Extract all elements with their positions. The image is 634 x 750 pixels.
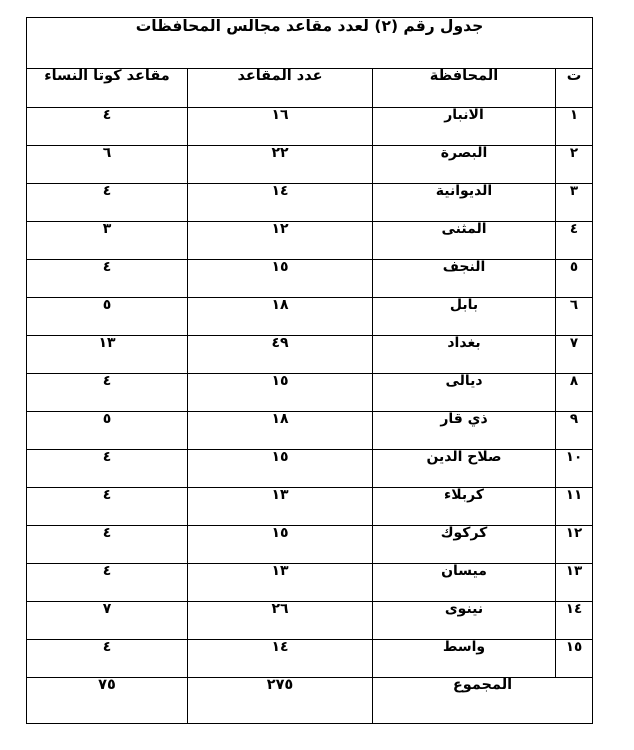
cell-women-quota: ٥ xyxy=(26,412,187,450)
table-row xyxy=(26,260,592,298)
cell-seats: ١٢ xyxy=(188,222,373,260)
cell-women-quota: ٤ xyxy=(26,108,187,146)
table-row xyxy=(26,146,592,184)
cell-index: ٥ xyxy=(556,260,593,298)
cell-governorate: بابل xyxy=(373,298,556,336)
table-row xyxy=(26,184,592,222)
cell-seats: ١٦ xyxy=(188,108,373,146)
cell-governorate: ذي قار xyxy=(373,412,556,450)
cell-index: ٤ xyxy=(556,222,593,260)
table-row xyxy=(26,602,592,640)
table-row xyxy=(26,488,592,526)
cell-index: ٩ xyxy=(556,412,593,450)
table-row xyxy=(26,450,592,488)
cell-seats: ١٣ xyxy=(188,564,373,602)
table-row xyxy=(26,374,592,412)
cell-seats: ١٨ xyxy=(188,412,373,450)
cell-seats: ٢٢ xyxy=(188,146,373,184)
cell-women-quota: ٦ xyxy=(26,146,187,184)
cell-governorate: المثنى xyxy=(373,222,556,260)
cell-governorate: بغداد xyxy=(373,336,556,374)
table-title-row xyxy=(26,18,592,69)
cell-governorate: كربلاء xyxy=(373,488,556,526)
cell-index: ٣ xyxy=(556,184,593,222)
cell-index: ١٠ xyxy=(556,450,593,488)
header-governorate: المحافظة xyxy=(373,69,556,108)
cell-women-quota: ٣ xyxy=(26,222,187,260)
table-row xyxy=(26,298,592,336)
table-row xyxy=(26,640,592,678)
cell-index: ١٥ xyxy=(556,640,593,678)
cell-seats: ١٥ xyxy=(188,526,373,564)
provincial-council-seats-table xyxy=(26,17,593,724)
table-row xyxy=(26,526,592,564)
table-body xyxy=(26,18,592,724)
cell-women-quota: ٤ xyxy=(26,526,187,564)
cell-governorate: كركوك xyxy=(373,526,556,564)
cell-women-quota: ٧ xyxy=(26,602,187,640)
table-total-row xyxy=(26,678,592,724)
cell-index: ٧ xyxy=(556,336,593,374)
cell-index: ١ xyxy=(556,108,593,146)
cell-seats: ١٤ xyxy=(188,184,373,222)
header-seats: عدد المقاعد xyxy=(188,69,373,108)
cell-women-quota: ٤ xyxy=(26,184,187,222)
cell-index: ٨ xyxy=(556,374,593,412)
table-container xyxy=(27,17,593,724)
cell-index: ١٢ xyxy=(556,526,593,564)
cell-governorate: ميسان xyxy=(373,564,556,602)
cell-index: ٢ xyxy=(556,146,593,184)
cell-governorate: البصرة xyxy=(373,146,556,184)
total-seats: ٢٧٥ xyxy=(188,678,373,724)
header-index: ت xyxy=(556,69,593,108)
cell-women-quota: ١٣ xyxy=(26,336,187,374)
table-title-cell xyxy=(26,18,592,69)
cell-seats: ١٥ xyxy=(188,260,373,298)
cell-seats: ٢٦ xyxy=(188,602,373,640)
total-label: المجموع xyxy=(373,678,593,724)
cell-women-quota: ٤ xyxy=(26,488,187,526)
table-row xyxy=(26,108,592,146)
cell-seats: ١٥ xyxy=(188,374,373,412)
cell-women-quota: ٤ xyxy=(26,260,187,298)
cell-women-quota: ٤ xyxy=(26,374,187,412)
cell-governorate: الديوانية xyxy=(373,184,556,222)
cell-governorate: واسط xyxy=(373,640,556,678)
table-row xyxy=(26,564,592,602)
cell-index: ١٤ xyxy=(556,602,593,640)
cell-index: ١٣ xyxy=(556,564,593,602)
cell-governorate: الانبار xyxy=(373,108,556,146)
cell-women-quota: ٥ xyxy=(26,298,187,336)
cell-governorate: ديالى xyxy=(373,374,556,412)
total-women-quota: ٧٥ xyxy=(26,678,187,724)
cell-governorate: النجف xyxy=(373,260,556,298)
header-women-quota: مقاعد كوتا النساء xyxy=(26,69,187,108)
cell-seats: ١٣ xyxy=(188,488,373,526)
table-title-text: جدول رقم (٢) لعدد مقاعد مجالس المحافظات xyxy=(135,17,484,35)
cell-women-quota: ٤ xyxy=(26,640,187,678)
cell-women-quota: ٤ xyxy=(26,450,187,488)
table-row xyxy=(26,222,592,260)
cell-index: ١١ xyxy=(556,488,593,526)
cell-seats: ١٥ xyxy=(188,450,373,488)
cell-seats: ١٨ xyxy=(188,298,373,336)
cell-index: ٦ xyxy=(556,298,593,336)
cell-governorate: نينوى xyxy=(373,602,556,640)
cell-seats: ١٤ xyxy=(188,640,373,678)
table-header-row xyxy=(26,69,592,108)
cell-seats: ٤٩ xyxy=(188,336,373,374)
cell-women-quota: ٤ xyxy=(26,564,187,602)
table-row xyxy=(26,412,592,450)
table-row xyxy=(26,336,592,374)
cell-governorate: صلاح الدين xyxy=(373,450,556,488)
